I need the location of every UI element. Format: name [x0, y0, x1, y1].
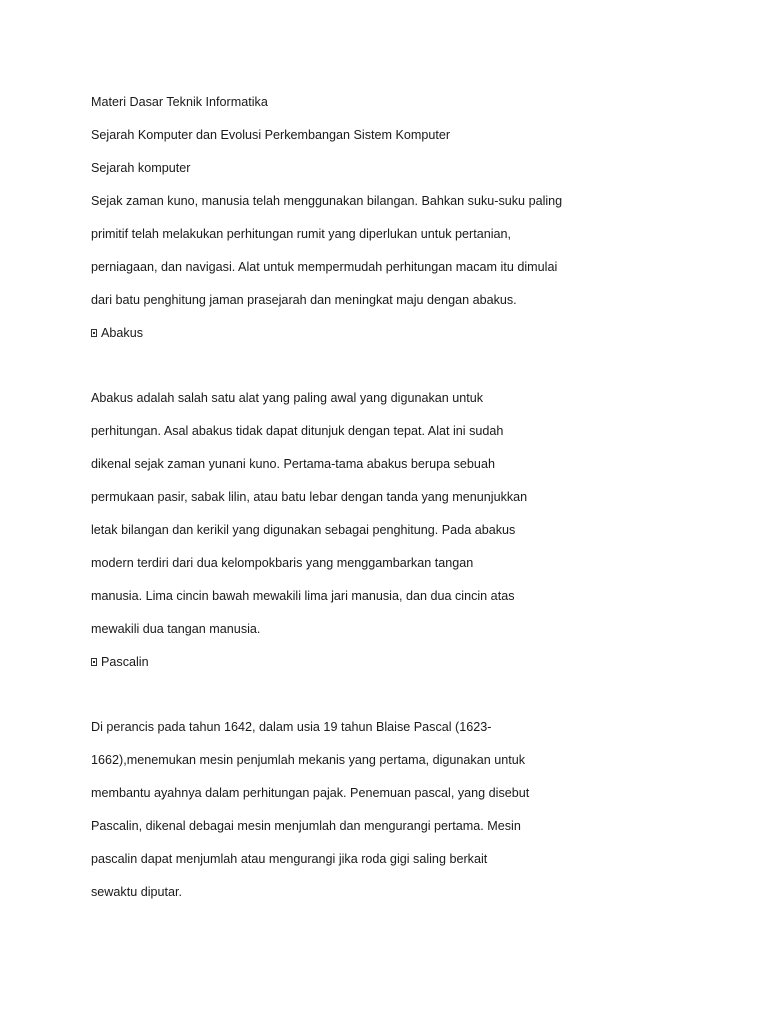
bullet-label: Pascalin [101, 655, 149, 669]
paragraph-line: membantu ayahnya dalam perhitungan pajak. Penemuan pascal, yang disebut [91, 786, 530, 800]
paragraph-line: manusia. Lima cincin bawah mewakili lima jari manusia, dan dua cincin atas [91, 589, 515, 603]
bullet-icon [91, 329, 97, 337]
paragraph-line: pascalin dapat menjumlah atau mengurangi jika roda gigi saling berkait [91, 852, 488, 866]
paragraph-line: modern terdiri dari dua kelompokbaris yang menggambarkan tangan [91, 556, 474, 570]
paragraph-line: letak bilangan dan kerikil yang digunakan sebagai penghitung. Pada abakus [91, 523, 516, 537]
paragraph-line: perniagaan, dan navigasi. Alat untuk mempermudah perhitungan macam itu dimulai [91, 260, 558, 274]
paragraph-line: sewaktu diputar. [91, 885, 183, 899]
document-subtitle: Sejarah Komputer dan Evolusi Perkembangan Sistem Komputer [91, 128, 451, 142]
paragraph-line: dari batu penghitung jaman prasejarah dan meningkat maju dengan abakus. [91, 293, 517, 307]
paragraph-line: permukaan pasir, sabak lilin, atau batu lebar dengan tanda yang menunjukkan [91, 490, 528, 504]
paragraph-line: Pascalin, dikenal debagai mesin menjumlah dan mengurangi pertama. Mesin [91, 819, 521, 833]
section-heading: Sejarah komputer [91, 161, 191, 175]
bullet-item-abakus [91, 325, 143, 341]
bullet-item-pascalin [91, 654, 149, 670]
paragraph-line: perhitungan. Asal abakus tidak dapat ditunjuk dengan tepat. Alat ini sudah [91, 424, 504, 438]
paragraph-line: primitif telah melakukan perhitungan rumit yang diperlukan untuk pertanian, [91, 227, 512, 241]
paragraph-line: mewakili dua tangan manusia. [91, 622, 261, 636]
document-title: Materi Dasar Teknik Informatika [91, 95, 268, 109]
paragraph-line: Sejak zaman kuno, manusia telah menggunakan bilangan. Bahkan suku-suku paling [91, 194, 563, 208]
paragraph-line: Abakus adalah salah satu alat yang paling awal yang digunakan untuk [91, 391, 484, 405]
paragraph-line: dikenal sejak zaman yunani kuno. Pertama-tama abakus berupa sebuah [91, 457, 495, 471]
paragraph-line: 1662),menemukan mesin penjumlah mekanis yang pertama, digunakan untuk [91, 753, 526, 767]
bullet-icon [91, 658, 97, 666]
paragraph-line: Di perancis pada tahun 1642, dalam usia 19 tahun Blaise Pascal (1623- [91, 720, 492, 734]
bullet-label: Abakus [101, 326, 144, 340]
